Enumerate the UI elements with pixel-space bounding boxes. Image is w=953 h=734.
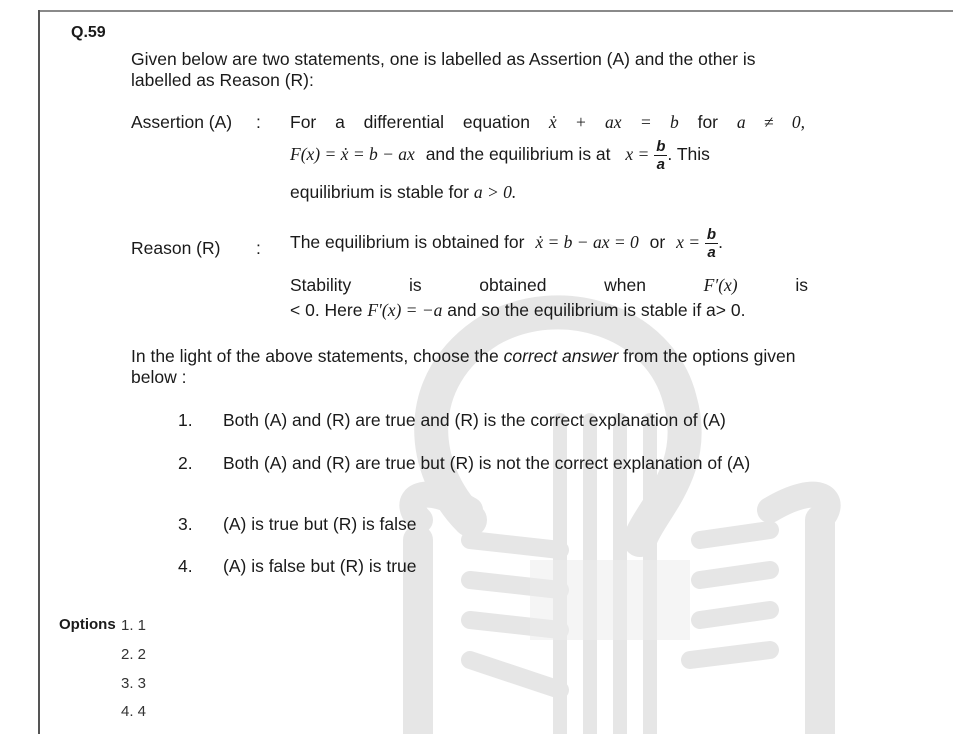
reason-text: Stability — [290, 275, 352, 295]
reason-line-2 — [290, 275, 808, 296]
question-intro: Given below are two statements, one is labelled as Assertion (A) and the other is labelled as Reason (R): — [131, 49, 756, 90]
assertion-equilibrium: x = — [625, 144, 650, 165]
assertion-stability: a > 0. — [473, 182, 517, 202]
assertion-text: equation — [462, 112, 531, 132]
reason-line-3 — [290, 300, 810, 321]
assertion-function: F(x) = ẋ = b − ax — [290, 144, 415, 165]
fraction-numerator: b — [656, 138, 666, 155]
choice-3-text: (A) is true but (R) is false — [223, 514, 417, 534]
reason-text: < 0. Here — [290, 300, 363, 320]
fraction-b-over-a — [705, 226, 718, 261]
reason-derivative: F′(x) — [703, 275, 738, 295]
choice-2-text: Both (A) and (R) are true but (R) is not the correct explanation of (A) — [223, 453, 751, 473]
reason-equilibrium: x = — [676, 232, 701, 253]
reason-line-1 — [290, 226, 810, 261]
assertion-text: a — [335, 112, 345, 132]
assertion-line-3 — [290, 182, 516, 203]
reason-derivative-value: F′(x) = −a — [367, 300, 443, 320]
reason-text: obtained — [479, 275, 547, 295]
reason-text: . — [718, 232, 723, 253]
options-label: Options — [59, 616, 116, 633]
choice-4-number: 4. — [178, 556, 193, 576]
assertion-equation: ẋ + ax = b — [548, 112, 679, 132]
assertion-colon: : — [256, 112, 261, 132]
reason-text: The equilibrium is obtained for — [290, 232, 525, 253]
fraction-b-over-a — [654, 138, 667, 173]
reason-text: is — [795, 275, 808, 295]
reason-text: or — [649, 232, 666, 253]
question-number: Q.59 — [71, 24, 106, 41]
choice-4-text: (A) is false but (R) is true — [223, 556, 417, 576]
assertion-text: For — [290, 112, 317, 132]
choice-1-number: 1. — [178, 410, 193, 430]
prompt-text: In the light of the above statements, choose the — [131, 346, 499, 366]
reason-label: Reason (R) — [131, 238, 221, 258]
assertion-label: Assertion (A) — [131, 112, 233, 132]
answer-option-3[interactable]: 3. 3 — [121, 675, 147, 692]
reason-text: is — [408, 275, 422, 295]
reason-colon: : — [256, 238, 261, 258]
answer-option-1[interactable]: 1. 1 — [121, 617, 147, 634]
assertion-text: for — [697, 112, 719, 132]
choice-1-text: Both (A) and (R) are true and (R) is the correct explanation of (A) — [223, 410, 726, 430]
assertion-line-2 — [290, 138, 810, 173]
reason-text: when — [604, 275, 646, 295]
prompt-text: from the options given below : — [131, 346, 796, 387]
answer-option-4[interactable]: 4. 4 — [121, 703, 147, 720]
choice-3-number: 3. — [178, 514, 193, 534]
assertion-text: equilibrium is stable for — [290, 182, 469, 202]
left-border — [38, 10, 40, 734]
reason-equation: ẋ = b − ax = 0 — [535, 232, 639, 253]
fraction-denominator: a — [707, 244, 716, 261]
assertion-line-1 — [290, 112, 805, 133]
reason-text: and so the equilibrium is stable if a> 0. — [447, 300, 746, 320]
choice-2-number: 2. — [178, 453, 193, 473]
answer-option-2[interactable]: 2. 2 — [121, 646, 147, 663]
assertion-condition: a ≠ 0, — [736, 112, 805, 132]
assertion-text: differential — [363, 112, 445, 132]
assertion-text: and the equilibrium is at — [425, 144, 611, 165]
fraction-denominator: a — [656, 156, 665, 173]
prompt-emphasis: correct answer — [503, 346, 619, 366]
top-border — [38, 10, 953, 12]
question-prompt — [131, 346, 811, 388]
assertion-text: . This — [667, 144, 710, 165]
fraction-numerator: b — [706, 226, 717, 243]
